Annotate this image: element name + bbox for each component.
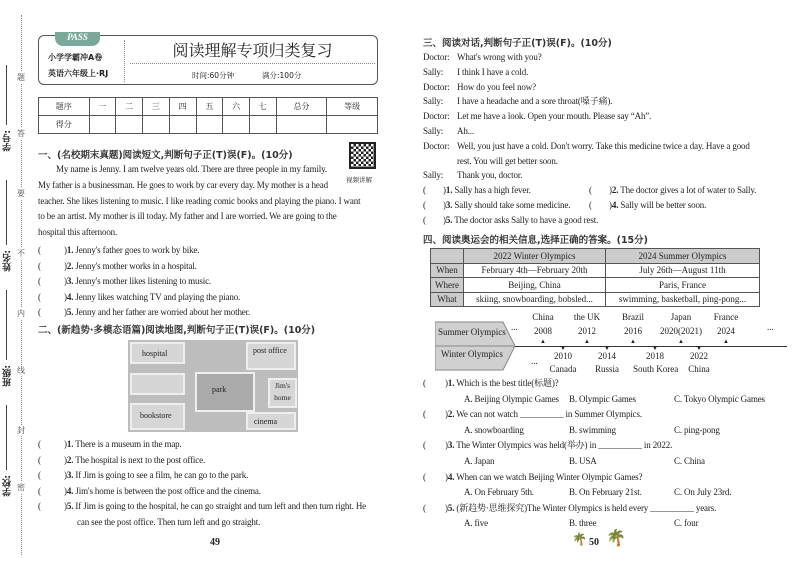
question[interactable]: ( )1. Sally has a high fever. bbox=[423, 185, 531, 196]
speaker: Sally: bbox=[423, 66, 444, 77]
utterance: What's wrong with you? bbox=[457, 52, 542, 62]
question[interactable]: ( )4. Jim's home is between the post office and the cinema. bbox=[38, 485, 261, 496]
page-number-left: 49 bbox=[210, 537, 220, 548]
summer-tick: ▲ bbox=[584, 339, 590, 345]
cell: Beijing, China bbox=[464, 278, 606, 293]
score-row-label: 得分 bbox=[39, 116, 90, 134]
winter-year: 2018 bbox=[646, 351, 664, 361]
question-row bbox=[423, 183, 756, 198]
map-blank-building bbox=[130, 373, 185, 395]
winter-year: 2010 bbox=[554, 351, 572, 361]
q-num: 5. bbox=[445, 214, 453, 225]
option[interactable]: A. snowboarding bbox=[464, 424, 524, 435]
score-header: 三 bbox=[143, 98, 170, 116]
dialog-line bbox=[423, 154, 756, 169]
q-num: 2. bbox=[611, 185, 619, 196]
dialog-line bbox=[423, 109, 756, 124]
q-num: 4. bbox=[447, 471, 455, 482]
speaker: Sally: bbox=[423, 170, 444, 181]
name-label: 姓名: bbox=[3, 250, 13, 272]
palm-tree-icon: 🌴 bbox=[572, 532, 587, 546]
table-row bbox=[431, 278, 760, 293]
palm-tree-icon: 🌴 bbox=[606, 530, 626, 547]
question[interactable]: ( )5. (新趋势·思维探究)The Winter Olympics is held every __________ years. bbox=[423, 502, 717, 513]
options bbox=[423, 485, 765, 501]
q-text: Which is the best title(标题)? bbox=[456, 378, 559, 388]
cell: skiing, snowboarding, bobsled... bbox=[464, 292, 606, 307]
score-header: 等级 bbox=[327, 98, 378, 116]
seal-char: 线 bbox=[17, 366, 25, 375]
score-header: 题序 bbox=[39, 98, 90, 116]
question[interactable]: ( )1. There is a museum in the map. bbox=[38, 439, 182, 449]
summer-year: 2016 bbox=[624, 326, 642, 336]
question[interactable]: ( )4. Sally will be better soon. bbox=[589, 199, 707, 210]
pass-logo: PASS bbox=[55, 32, 100, 46]
page-title: 阅读理解专项归类复习 bbox=[130, 38, 375, 64]
school-label: 学校: bbox=[3, 475, 13, 497]
cell: swimming, basketball, ping-pong... bbox=[605, 292, 759, 307]
seal-char: 内 bbox=[17, 309, 25, 318]
q-text: If Jim is going to the hospital, he can go straight and turn left and then turn right. He bbox=[75, 501, 367, 512]
table-header bbox=[431, 249, 464, 264]
speaker: Sally: bbox=[423, 96, 444, 107]
summer-host: France bbox=[713, 312, 739, 322]
time-limit: 时间:60分钟 bbox=[192, 71, 235, 80]
option[interactable]: C. Tokyo Olympic Games bbox=[674, 393, 765, 404]
cell: Paris, France bbox=[605, 278, 759, 293]
dialog-line bbox=[423, 65, 756, 80]
question[interactable]: ( )3. Sally should take some medicine. bbox=[423, 199, 571, 210]
q-num: 3. bbox=[447, 440, 455, 451]
passage-line: My name is Jenny. I am twelve years old. There are three people in my family. bbox=[56, 164, 328, 174]
score-header: 五 bbox=[196, 98, 223, 116]
q-num: 1. bbox=[66, 245, 74, 255]
option[interactable]: A. Japan bbox=[464, 455, 495, 466]
speaker: Sally: bbox=[423, 125, 444, 136]
dialog-line bbox=[423, 80, 756, 95]
passage-line: hospital this afternoon. bbox=[38, 227, 118, 238]
winter-label: Winter Olympics bbox=[441, 349, 503, 359]
section1-heading: 一、(名校期末真题)阅读短文,判断句子正(T)误(F)。(10分) bbox=[38, 150, 293, 161]
ellipsis: ... bbox=[531, 356, 538, 366]
winter-tick: ▼ bbox=[696, 346, 702, 352]
q-num: 1. bbox=[66, 439, 74, 449]
utterance: Thank you, doctor. bbox=[457, 170, 523, 181]
speaker: Doctor: bbox=[423, 140, 450, 151]
q-text: The hospital is next to the post office. bbox=[75, 454, 206, 465]
page-number-right: 50 bbox=[589, 537, 599, 548]
question[interactable]: ( )1. Which is the best title(标题)? bbox=[423, 378, 559, 388]
field-line bbox=[6, 180, 7, 245]
q-text: Sally should take some medicine. bbox=[454, 199, 571, 210]
q-num: 4. bbox=[611, 199, 619, 210]
question[interactable]: ( )2. The doctor gives a lot of water to Sally. bbox=[589, 185, 757, 196]
cell: What bbox=[431, 292, 464, 307]
score-header: 总分 bbox=[276, 98, 327, 116]
dialog-line bbox=[423, 50, 756, 65]
utterance: Well, you just have a cold. Don't worry. Take this medicine twice a day. Have a good bbox=[457, 140, 750, 151]
section3-heading: 三、阅读对话,判断句子正(T)误(F)。(10分) bbox=[423, 38, 612, 49]
section2-heading: 二、(新趋势·多模态语篇)阅读地图,判断句子正(T)误(F)。(10分) bbox=[38, 325, 316, 336]
q-num: 3. bbox=[445, 199, 453, 210]
q-text: Jenny's mother likes listening to music. bbox=[75, 276, 212, 287]
dialog-line bbox=[423, 124, 756, 139]
summer-tick: ▲ bbox=[540, 339, 546, 345]
q-num: 4. bbox=[66, 485, 74, 496]
table-header: 2024 Summer Olympics bbox=[605, 249, 759, 264]
speaker: Doctor: bbox=[423, 81, 450, 92]
winter-host: China bbox=[688, 364, 710, 374]
dialog bbox=[423, 50, 756, 228]
option[interactable]: A. five bbox=[464, 518, 488, 529]
question[interactable]: ( )5. If Jim is going to the hospital, he can go straight and turn left and then turn right. He bbox=[38, 501, 367, 512]
cell: When bbox=[431, 263, 464, 278]
winter-year: 2014 bbox=[598, 351, 616, 361]
score-header: 一 bbox=[89, 98, 116, 116]
section2-questions bbox=[38, 437, 366, 531]
question[interactable]: ( )2. We can not watch __________ in Summer Olympics. bbox=[423, 409, 642, 420]
q-text: We can not watch __________ in Summer Olympics. bbox=[456, 409, 642, 420]
street-map bbox=[128, 340, 298, 432]
ellipsis: ... bbox=[767, 322, 774, 332]
option[interactable]: C. ping-pong bbox=[674, 424, 720, 435]
option[interactable]: C. four bbox=[674, 518, 699, 529]
utterance: Ah... bbox=[457, 125, 474, 136]
q-text: The doctor gives a lot of water to Sally. bbox=[620, 185, 757, 196]
score-header: 二 bbox=[116, 98, 143, 116]
q-text: Jim's home is between the post office and the cinema. bbox=[75, 485, 261, 496]
q-text: Sally will be better soon. bbox=[620, 199, 707, 210]
field-line bbox=[6, 290, 7, 360]
q-num: 2. bbox=[66, 454, 74, 465]
winter-host: South Korea bbox=[633, 364, 679, 374]
score-header: 七 bbox=[250, 98, 277, 116]
passage-line: to be an artist. My mother is ill today. My father and I are worried. We are going to the bbox=[38, 211, 337, 222]
series-name: 小学学霸冲A卷 bbox=[48, 53, 103, 62]
score-table bbox=[38, 97, 378, 134]
option[interactable]: C. On July 23rd. bbox=[674, 487, 732, 498]
utterance: I think I have a cold. bbox=[457, 66, 529, 77]
question-row bbox=[423, 198, 756, 213]
winter-tick: ▼ bbox=[560, 346, 566, 352]
label: home bbox=[274, 393, 291, 402]
question[interactable]: ( )3. The Winter Olympics was held(举办) in __________ in 2022. bbox=[423, 440, 673, 451]
q-num: 3. bbox=[66, 470, 74, 481]
q-num: 5. bbox=[66, 501, 74, 512]
table-row bbox=[431, 263, 760, 278]
q-num: 2. bbox=[66, 260, 74, 271]
q-text: Jenny's father goes to work by bike. bbox=[75, 245, 200, 255]
label: Jim's bbox=[274, 381, 291, 390]
full-score: 满分:100分 bbox=[262, 71, 302, 80]
score-header: 六 bbox=[223, 98, 250, 116]
map-park: park bbox=[212, 385, 227, 394]
seal-line bbox=[21, 15, 22, 555]
q-num: 5. bbox=[66, 307, 74, 318]
q-num: 1. bbox=[445, 185, 453, 196]
passage-line: teacher. She likes listening to music. I like reading comic books and playing the piano. I want bbox=[38, 195, 361, 206]
seal-char: 要 bbox=[17, 189, 25, 198]
field-line bbox=[6, 405, 7, 470]
q-text: If Jim is going to see a film, he can go to the park. bbox=[75, 470, 249, 481]
q-text: The doctor asks Sally to have a good rest. bbox=[454, 214, 599, 225]
options bbox=[423, 392, 765, 408]
q-text: Sally has a high fever. bbox=[454, 185, 531, 196]
option[interactable]: B. On February 21st. bbox=[569, 487, 642, 498]
passage-line: My father is a businessman. He goes to work by car every day. My mother is a head bbox=[38, 179, 328, 190]
q-num: 3. bbox=[66, 276, 74, 287]
q-text: (新趋势·思维探究)The Winter Olympics is held every __________ years. bbox=[456, 502, 717, 513]
question[interactable]: ( )5. Jenny and her father are worried about her mother. bbox=[38, 307, 251, 318]
options bbox=[423, 423, 765, 439]
option[interactable]: B. Olympic Games bbox=[569, 393, 636, 404]
option[interactable]: C. China bbox=[674, 455, 705, 466]
question[interactable]: ( )4. Jenny likes watching TV and playing the piano. bbox=[38, 291, 241, 302]
option[interactable]: B. three bbox=[569, 518, 597, 529]
option[interactable]: A. Beijing Olympic Games bbox=[464, 393, 559, 404]
q-text: The Winter Olympics was held(举办) in __________ in 2022. bbox=[456, 440, 673, 451]
speaker: Doctor: bbox=[423, 52, 450, 62]
cell: July 26th—August 11th bbox=[605, 263, 759, 278]
options bbox=[423, 454, 765, 470]
divider bbox=[124, 40, 125, 82]
cell: February 4th—February 20th bbox=[464, 263, 606, 278]
q-num: 1. bbox=[447, 378, 455, 388]
seal-char: 不 bbox=[17, 249, 25, 258]
table-header: 2022 Winter Olympics bbox=[464, 249, 606, 264]
cell: Where bbox=[431, 278, 464, 293]
utterance: I have a headache and a sore throat(嗓子痛). bbox=[457, 96, 613, 107]
winter-host: Canada bbox=[549, 364, 577, 374]
dialog-line bbox=[423, 94, 756, 109]
seal-char: 封 bbox=[17, 426, 25, 435]
utterance: rest. You will get better soon. bbox=[457, 155, 558, 166]
map-bookstore: bookstore bbox=[130, 403, 185, 430]
section4-heading: 四、阅读奥运会的相关信息,选择正确的答案。(15分) bbox=[423, 235, 649, 246]
summer-year: 2024 bbox=[717, 326, 735, 336]
seal-char: 密 bbox=[17, 483, 25, 492]
option[interactable]: B. USA bbox=[569, 455, 597, 466]
summer-year: 2008 bbox=[534, 326, 552, 336]
question[interactable]: ( )4. When can we watch Beijing Winter Olympic Games? bbox=[423, 471, 643, 482]
qr-caption: 视频讲解 bbox=[346, 176, 372, 184]
summer-tick: ▲ bbox=[678, 339, 684, 345]
option[interactable]: A. On February 5th. bbox=[464, 487, 534, 498]
speaker: Doctor: bbox=[423, 111, 450, 122]
ellipsis: ... bbox=[511, 322, 518, 332]
summer-tick: ▲ bbox=[630, 339, 636, 345]
section1-questions bbox=[38, 243, 250, 321]
summer-host: Japan bbox=[670, 312, 692, 322]
map-jims-home bbox=[268, 378, 297, 408]
option[interactable]: B. swimming bbox=[569, 424, 616, 435]
winter-tick: ▼ bbox=[652, 346, 658, 352]
map-hospital: hospital bbox=[130, 342, 185, 364]
table-row bbox=[431, 292, 760, 307]
grade-label: 英语六年级上·RJ bbox=[48, 69, 109, 78]
section1-passage bbox=[38, 162, 380, 241]
utterance: Let me have a look. Open your mouth. Please say “Ah”. bbox=[457, 111, 652, 122]
question[interactable]: ( )2. The hospital is next to the post office. bbox=[38, 454, 206, 465]
question[interactable]: ( )1. Jenny's father goes to work by bike. bbox=[38, 245, 200, 255]
summer-host: Brazil bbox=[622, 312, 644, 322]
q-text: Jenny and her father are worried about her mother. bbox=[75, 307, 251, 318]
options bbox=[423, 516, 765, 532]
summer-year: 2020(2021) bbox=[660, 326, 702, 336]
q-text: When can we watch Beijing Winter Olympic Games? bbox=[456, 471, 643, 482]
q-text: Jenny's mother works in a hospital. bbox=[75, 260, 197, 271]
section4-questions bbox=[423, 376, 765, 532]
question[interactable]: ( )3. Jenny's mother likes listening to music. bbox=[38, 276, 212, 287]
map-cinema: cinema bbox=[246, 412, 296, 430]
timeline-axis bbox=[515, 346, 787, 347]
q-text: Jenny likes watching TV and playing the piano. bbox=[75, 291, 241, 302]
seal-char: 答 bbox=[17, 129, 25, 138]
q-text: There is a museum in the map. bbox=[75, 439, 182, 449]
summer-label: Summer Olympics bbox=[438, 327, 506, 337]
winter-year: 2022 bbox=[690, 351, 708, 361]
student-id-label: 学号: bbox=[3, 130, 13, 152]
dialog-line bbox=[423, 168, 756, 183]
q-text-cont: can see the post office. Then turn left and go straight. bbox=[77, 516, 261, 527]
summer-tick: ▲ bbox=[723, 339, 729, 345]
olympics-table bbox=[430, 248, 760, 307]
summer-host: China bbox=[532, 312, 554, 322]
dialog-line bbox=[423, 139, 756, 154]
score-header: 四 bbox=[169, 98, 196, 116]
map-post-office: post office bbox=[246, 342, 296, 370]
winter-host: Russia bbox=[594, 364, 619, 374]
olympics-timeline bbox=[435, 312, 800, 376]
question[interactable]: ( )5. The doctor asks Sally to have a good rest. bbox=[423, 214, 599, 225]
q-num: 5. bbox=[447, 502, 455, 513]
class-label: 班级: bbox=[3, 365, 13, 387]
summer-year: 2012 bbox=[578, 326, 596, 336]
field-line bbox=[6, 65, 7, 125]
q-num: 4. bbox=[66, 291, 74, 302]
seal-char: 题 bbox=[17, 73, 25, 82]
winter-tick: ▼ bbox=[604, 346, 610, 352]
utterance: How do you feel now? bbox=[457, 81, 536, 92]
summer-host: the UK bbox=[573, 312, 601, 322]
q-num: 2. bbox=[447, 409, 455, 420]
question[interactable]: ( )3. If Jim is going to see a film, he can go to the park. bbox=[38, 470, 249, 481]
question[interactable]: ( )2. Jenny's mother works in a hospital. bbox=[38, 260, 197, 271]
